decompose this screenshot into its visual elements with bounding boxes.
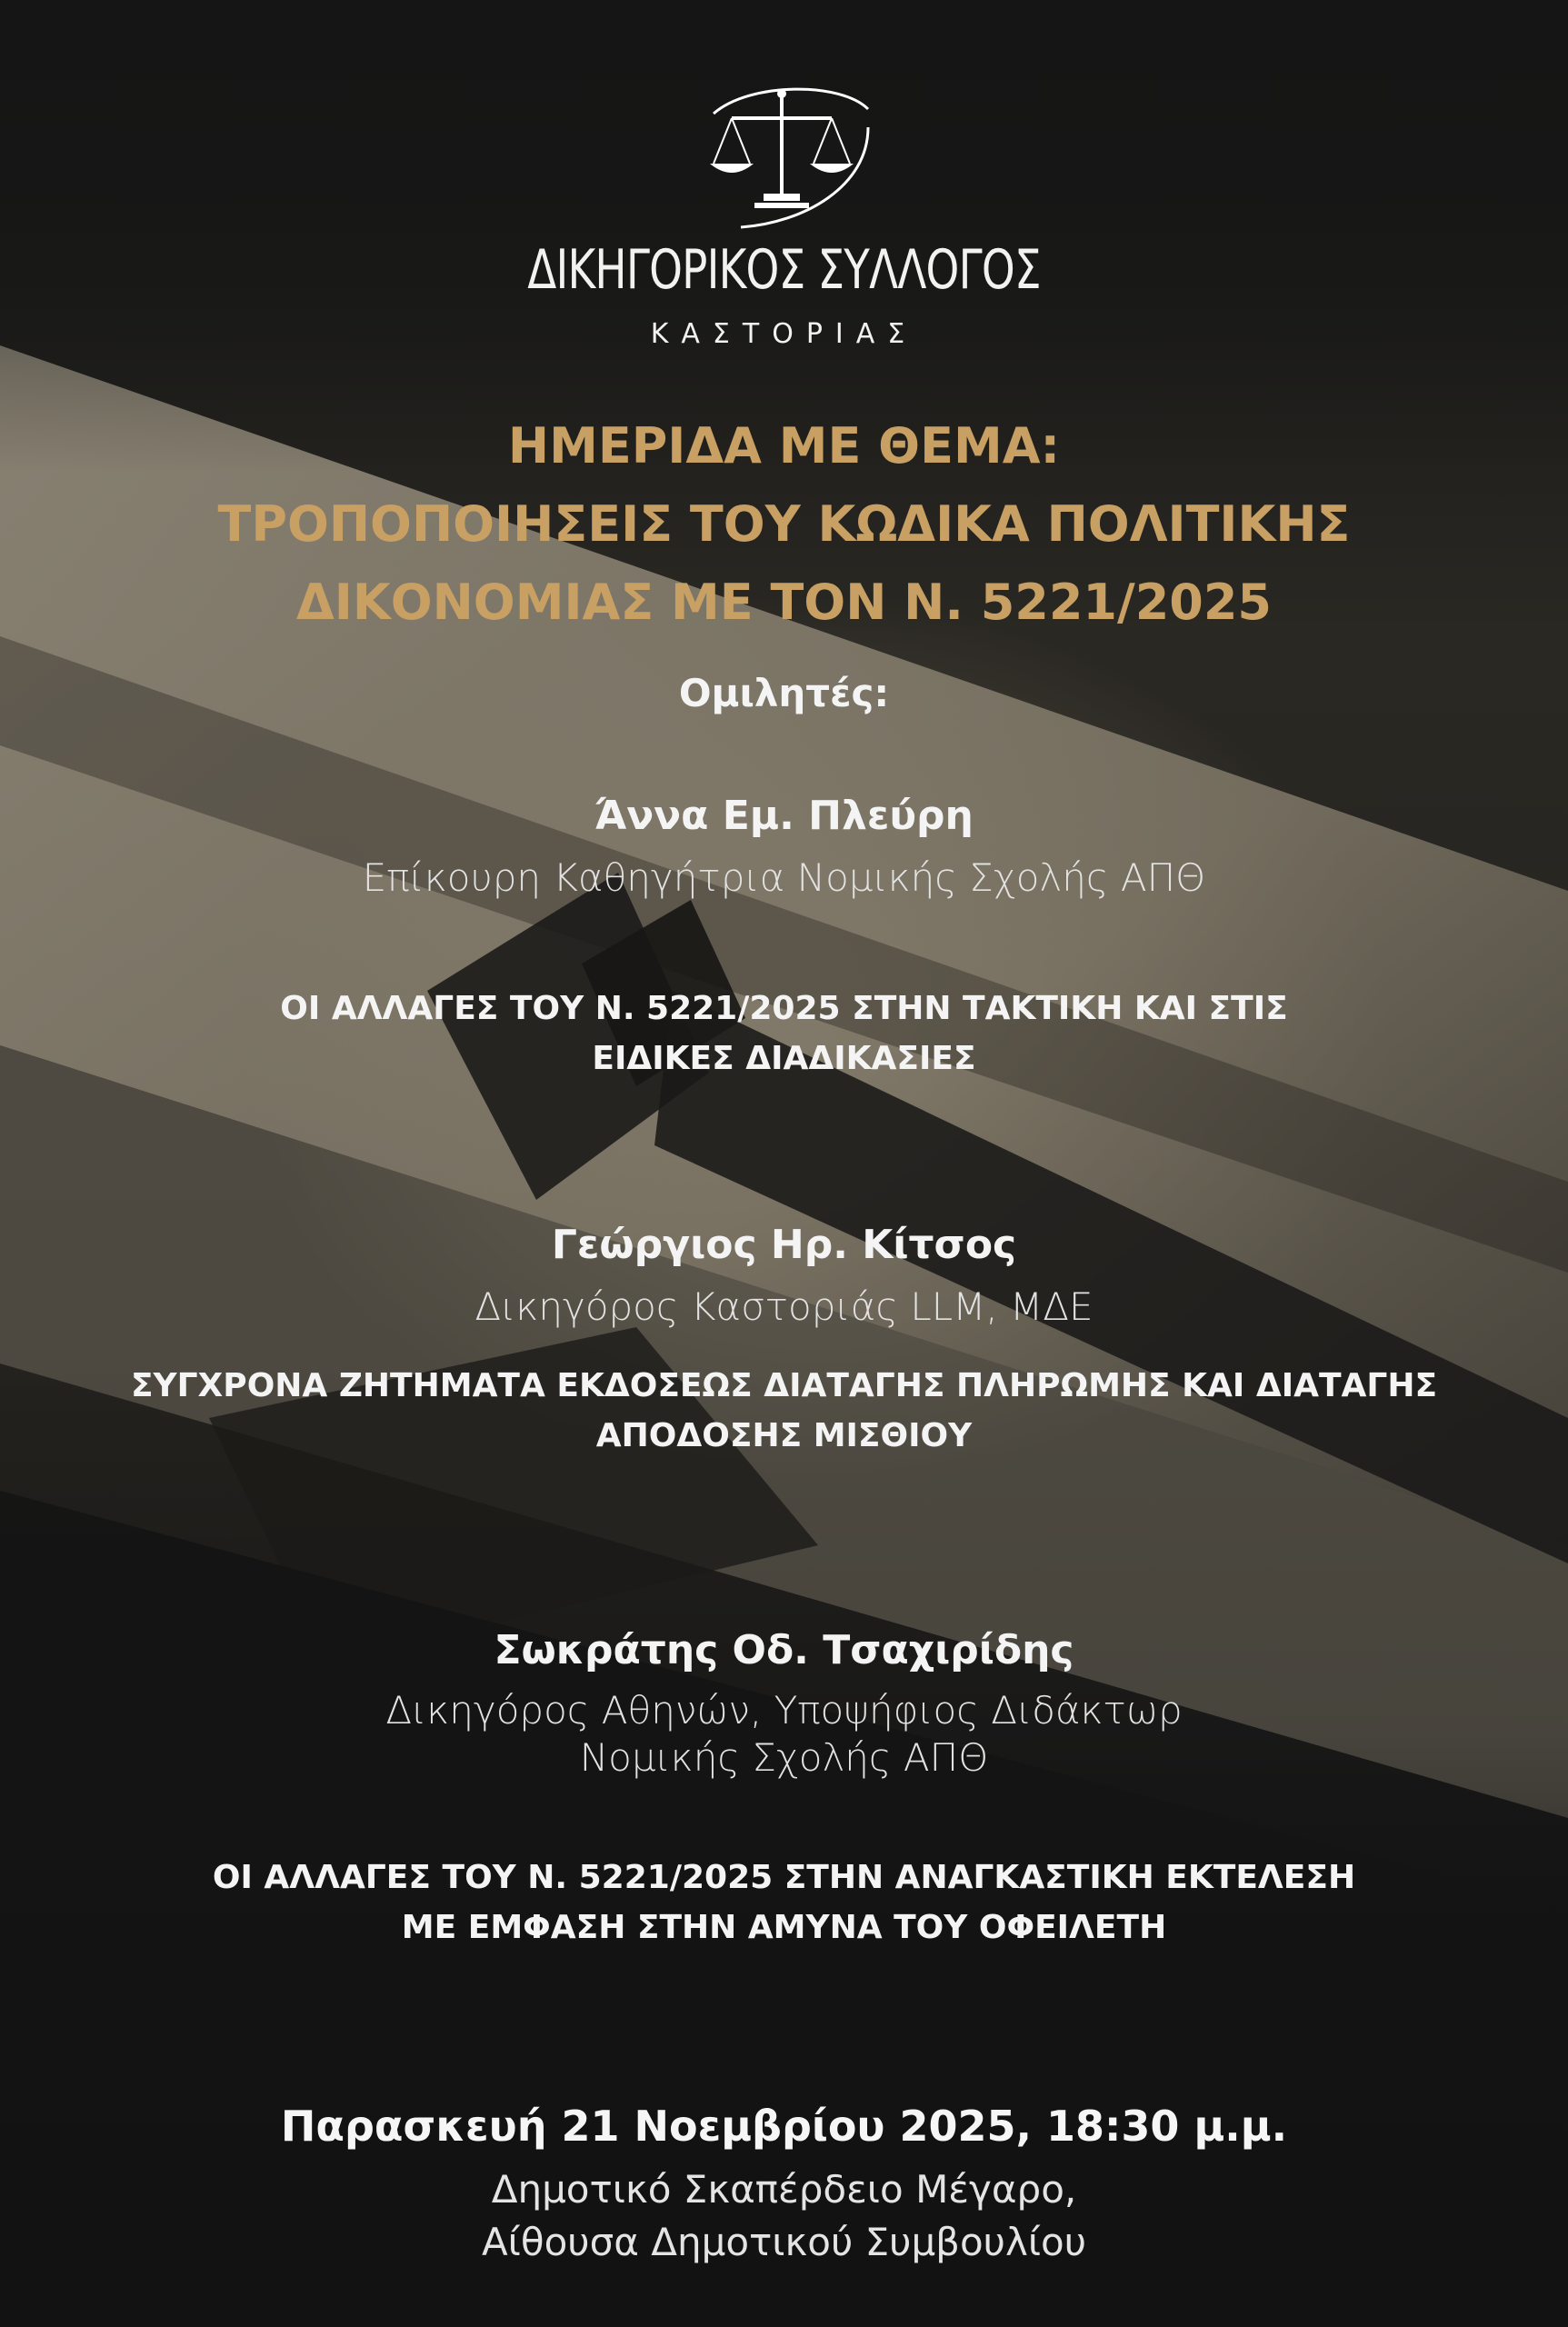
event-venue-line: Αίθουσα Δημοτικού Συμβουλίου (481, 2220, 1087, 2264)
speaker-topic-line: ΕΙΔΙΚΕΣ ΔΙΑΔΙΚΑΣΙΕΣ (592, 1040, 976, 1077)
speaker-topic-line: ΣΥΓΧΡΟΝΑ ΖΗΤΗΜΑΤΑ ΕΚΔΟΣΕΩΣ ΔΙΑΤΑΓΗΣ ΠΛΗΡΩΜΗΣ ΚΑΙ ΔΙΑΤΑΓΗΣ (130, 1367, 1438, 1404)
speaker-name: Γεώργιος Ηρ. Κίτσος (551, 1222, 1017, 1268)
organization-name: ΔΙΚΗΓΟΡΙΚΟΣ ΣΥΛΛΟΓΟΣ (527, 238, 1041, 302)
event-title-line: ΤΡΟΠΟΠΟΙΗΣΕΙΣ ΤΟΥ ΚΩΔΙΚΑ ΠΟΛΙΤΙΚΗΣ (217, 495, 1351, 553)
speaker-topic-line: ΑΠΟΔΟΣΗΣ ΜΙΣΘΙΟΥ (595, 1417, 973, 1454)
organization-city: ΚΑΣΤΟΡΙΑΣ (650, 318, 918, 350)
event-venue-line: Δημοτικό Σκαπέρδειο Μέγαρο, (491, 2167, 1077, 2212)
speaker-topic (0, 1361, 1568, 1461)
speaker-role-line: Νομικής Σχολής ΑΠΘ (579, 1735, 989, 1780)
speaker-topic-line: ΜΕ ΕΜΦΑΣΗ ΣΤΗΝ ΑΜΥΝΑ ΤΟΥ ΟΦΕΙΛΕΤΗ (401, 1909, 1167, 1946)
speaker-topic-line: ΟΙ ΑΛΛΑΓΕΣ ΤΟΥ Ν. 5221/2025 ΣΤΗΝ ΤΑΚΤΙΚΗ ΚΑΙ ΣΤΙΣ (280, 990, 1288, 1027)
speaker-role-line: Δικηγόρος Αθηνών, Υποψήφιος Διδάκτωρ (385, 1688, 1183, 1733)
speakers-label: Ομιλητές: (678, 671, 890, 715)
event-title-line: ΗΜΕΡΙΔΑ ΜΕ ΘΕΜΑ: (507, 417, 1061, 474)
event-title-line: ΔΙΚΟΝΟΜΙΑΣ ΜΕ ΤΟΝ Ν. 5221/2025 (295, 574, 1272, 631)
speaker-role: Δικηγόρος Καστοριάς LLM, ΜΔΕ (474, 1284, 1094, 1329)
speaker-topic (0, 984, 1568, 1084)
speaker-name: Σωκράτης Οδ. Τσαχιρίδης (494, 1627, 1074, 1673)
speaker-topic-line: ΟΙ ΑΛΛΑΓΕΣ ΤΟΥ Ν. 5221/2025 ΣΤΗΝ ΑΝΑΓΚΑΣΤΙΚΗ ΕΚΤΕΛΕΣΗ (212, 1859, 1356, 1896)
speaker-topic (0, 1853, 1568, 1952)
event-date-time: Παρασκευή 21 Νοεμβρίου 2025, 18:30 μ.μ. (280, 2102, 1288, 2151)
speaker-name: Άννα Εμ. Πλεύρη (594, 793, 974, 839)
scales-of-justice-icon (686, 77, 882, 241)
speaker-role: Επίκουρη Καθηγήτρια Νομικής Σχολής ΑΠΘ (362, 855, 1206, 900)
event-title (0, 407, 1568, 642)
speaker-role (0, 1687, 1568, 1782)
event-venue (0, 2163, 1568, 2269)
